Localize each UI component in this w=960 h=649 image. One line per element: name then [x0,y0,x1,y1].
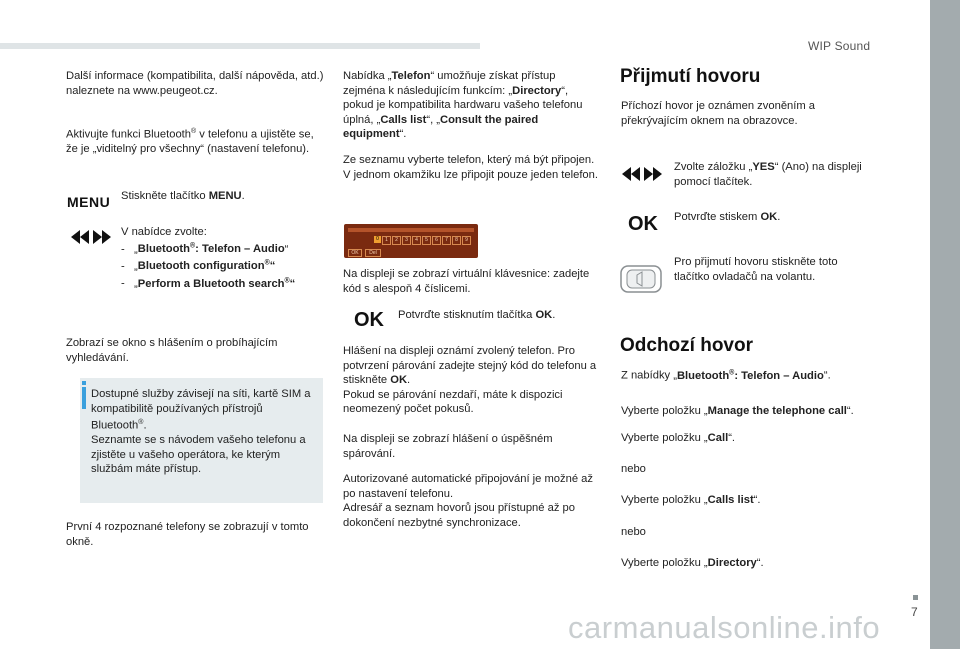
keyboard-digits [374,236,471,245]
col2-select-phone-paragraph: Ze seznamu vyberte telefon, který má být připojen. V jednom okamžiku lze připojit pouze jeden telefon. [343,154,598,181]
keyboard-digit[interactable]: 4 [412,236,421,245]
left-right-arrows-icon [621,166,663,182]
header-rule [0,43,480,49]
col2-autoconnect-paragraph: Autorizované automatické připojování je možné až po nastavení telefonu. Adresář a seznam hovorů jsou přístupné až po dokončení nezbytné synchronizace. [343,473,593,529]
col1-paragraph-bluetooth: Aktivujte funkci Bluetooth® v telefonu a ujistěte se, že je „viditelný pro všechny“ (nastavení telefonu). [66,128,314,156]
col3-calls-list: Vyberte položku „Calls list“. [621,494,761,506]
col2-ok-instruction: Potvrďte stisknutím tlačítka OK. [398,309,556,321]
outgoing-call-heading: Odchozí hovor [620,335,753,356]
col1-search-paragraph: Zobrazí se okno s hlášením o probíhajícím vyhledávání. [66,337,278,364]
col1-menu-instruction: Stiskněte tlačítko MENU. [121,190,245,202]
page-marker [913,595,918,600]
info-note-text: Dostupné služby závisejí na síti, kartě SIM a kompatibilitě používaných přístrojů Bluetooth®. Seznamte se s návodem vašeho telefonu a zjistěte u vašeho operátora, ke kterým službám máte přístup. [91,388,311,476]
col3-or-2: nebo [621,526,646,538]
keyboard-digit[interactable]: 3 [402,236,411,245]
col3-manage-call: Vyberte položku „Manage the telephone call“. [621,405,854,417]
steering-wheel-button-icon [619,263,665,295]
col1-paragraph-info: Další informace (kompatibilita, další nápověda, atd.) naleznete na www.peugeot.cz. [66,70,324,97]
col2-pairing-paragraph: Hlášení na displeji oznámí zvolený telefon. Pro potvrzení párování zadejte stejný kód do telefonu a stiskněte OK. Pokud se párování nezdaří, máte k dispozici neomezený počet pokusů. [343,345,597,415]
receive-call-heading: Přijmutí hovoru [620,66,761,87]
col3-or-1: nebo [621,463,646,475]
col3-incoming-paragraph: Příchozí hovor je oznámen zvoněním a překrývajícím oknem na obrazovce. [621,100,816,127]
ok-button-icon: OK [354,309,384,331]
col3-wheel-instruction: Pro přijmutí hovoru stiskněte toto tlačítko ovladačů na volantu. [674,256,838,283]
ok-button-icon: OK [628,213,658,235]
col1-select-list: V nabídce zvolte: - „Bluetooth®: Telefon – Audio“ - „Bluetooth configuration®“ - „Perform a Bluetooth search®“ [121,226,296,290]
col3-directory: Vyberte položku „Directory“. [621,557,764,569]
col3-call: Vyberte položku „Call“. [621,432,736,444]
keyboard-digit[interactable]: 1 [382,236,391,245]
col2-keyboard-paragraph: Na displeji se zobrazí virtuální klávesnice: zadejte kód s alespoň 4 číslicemi. [343,268,590,295]
keyboard-digit[interactable]: 5 [422,236,431,245]
keyboard-digit[interactable]: 2 [392,236,401,245]
col3-outgoing-menu: Z nabídky „Bluetooth®: Telefon – Audio“. [621,369,831,382]
right-sidebar [930,0,960,649]
keyboard-delete-button[interactable]: Del [365,249,381,257]
page-number: 7 [911,605,918,619]
col2-telefon-menu-paragraph: Nabídka „Telefon“ umožňuje získat přístup zejména k následujícím funkcím: „Directory“, pokud je kompatibilita hardwaru vašeho telefonu úplná, „Calls list“, „Consult the paired equipment“. [343,70,583,140]
page-header-title: WIP Sound [808,39,871,53]
keyboard-digit[interactable]: 9 [462,236,471,245]
menu-button-icon: MENU [67,194,111,210]
col1-first-phones-paragraph: První 4 rozpoznané telefony se zobrazují v tomto okně. [66,521,309,548]
col3-yes-instruction: Zvolte záložku „YES“ (Ano) na displeji pomocí tlačítek. [674,161,862,188]
col3-ok-instruction: Potvrďte stiskem OK. [674,211,781,223]
virtual-keyboard-screen [344,224,478,258]
col2-success-paragraph: Na displeji se zobrazí hlášení o úspěšném spárování. [343,433,553,460]
keyboard-digit[interactable]: 0 [374,236,381,243]
keyboard-ok-button[interactable]: OK [348,249,362,257]
info-icon [82,387,86,409]
keyboard-digit[interactable]: 8 [452,236,461,245]
keyboard-digit[interactable]: 6 [432,236,441,245]
keyboard-digit[interactable]: 7 [442,236,451,245]
left-right-arrows-icon [70,229,112,245]
watermark: carmanualsonline.info [568,610,881,645]
